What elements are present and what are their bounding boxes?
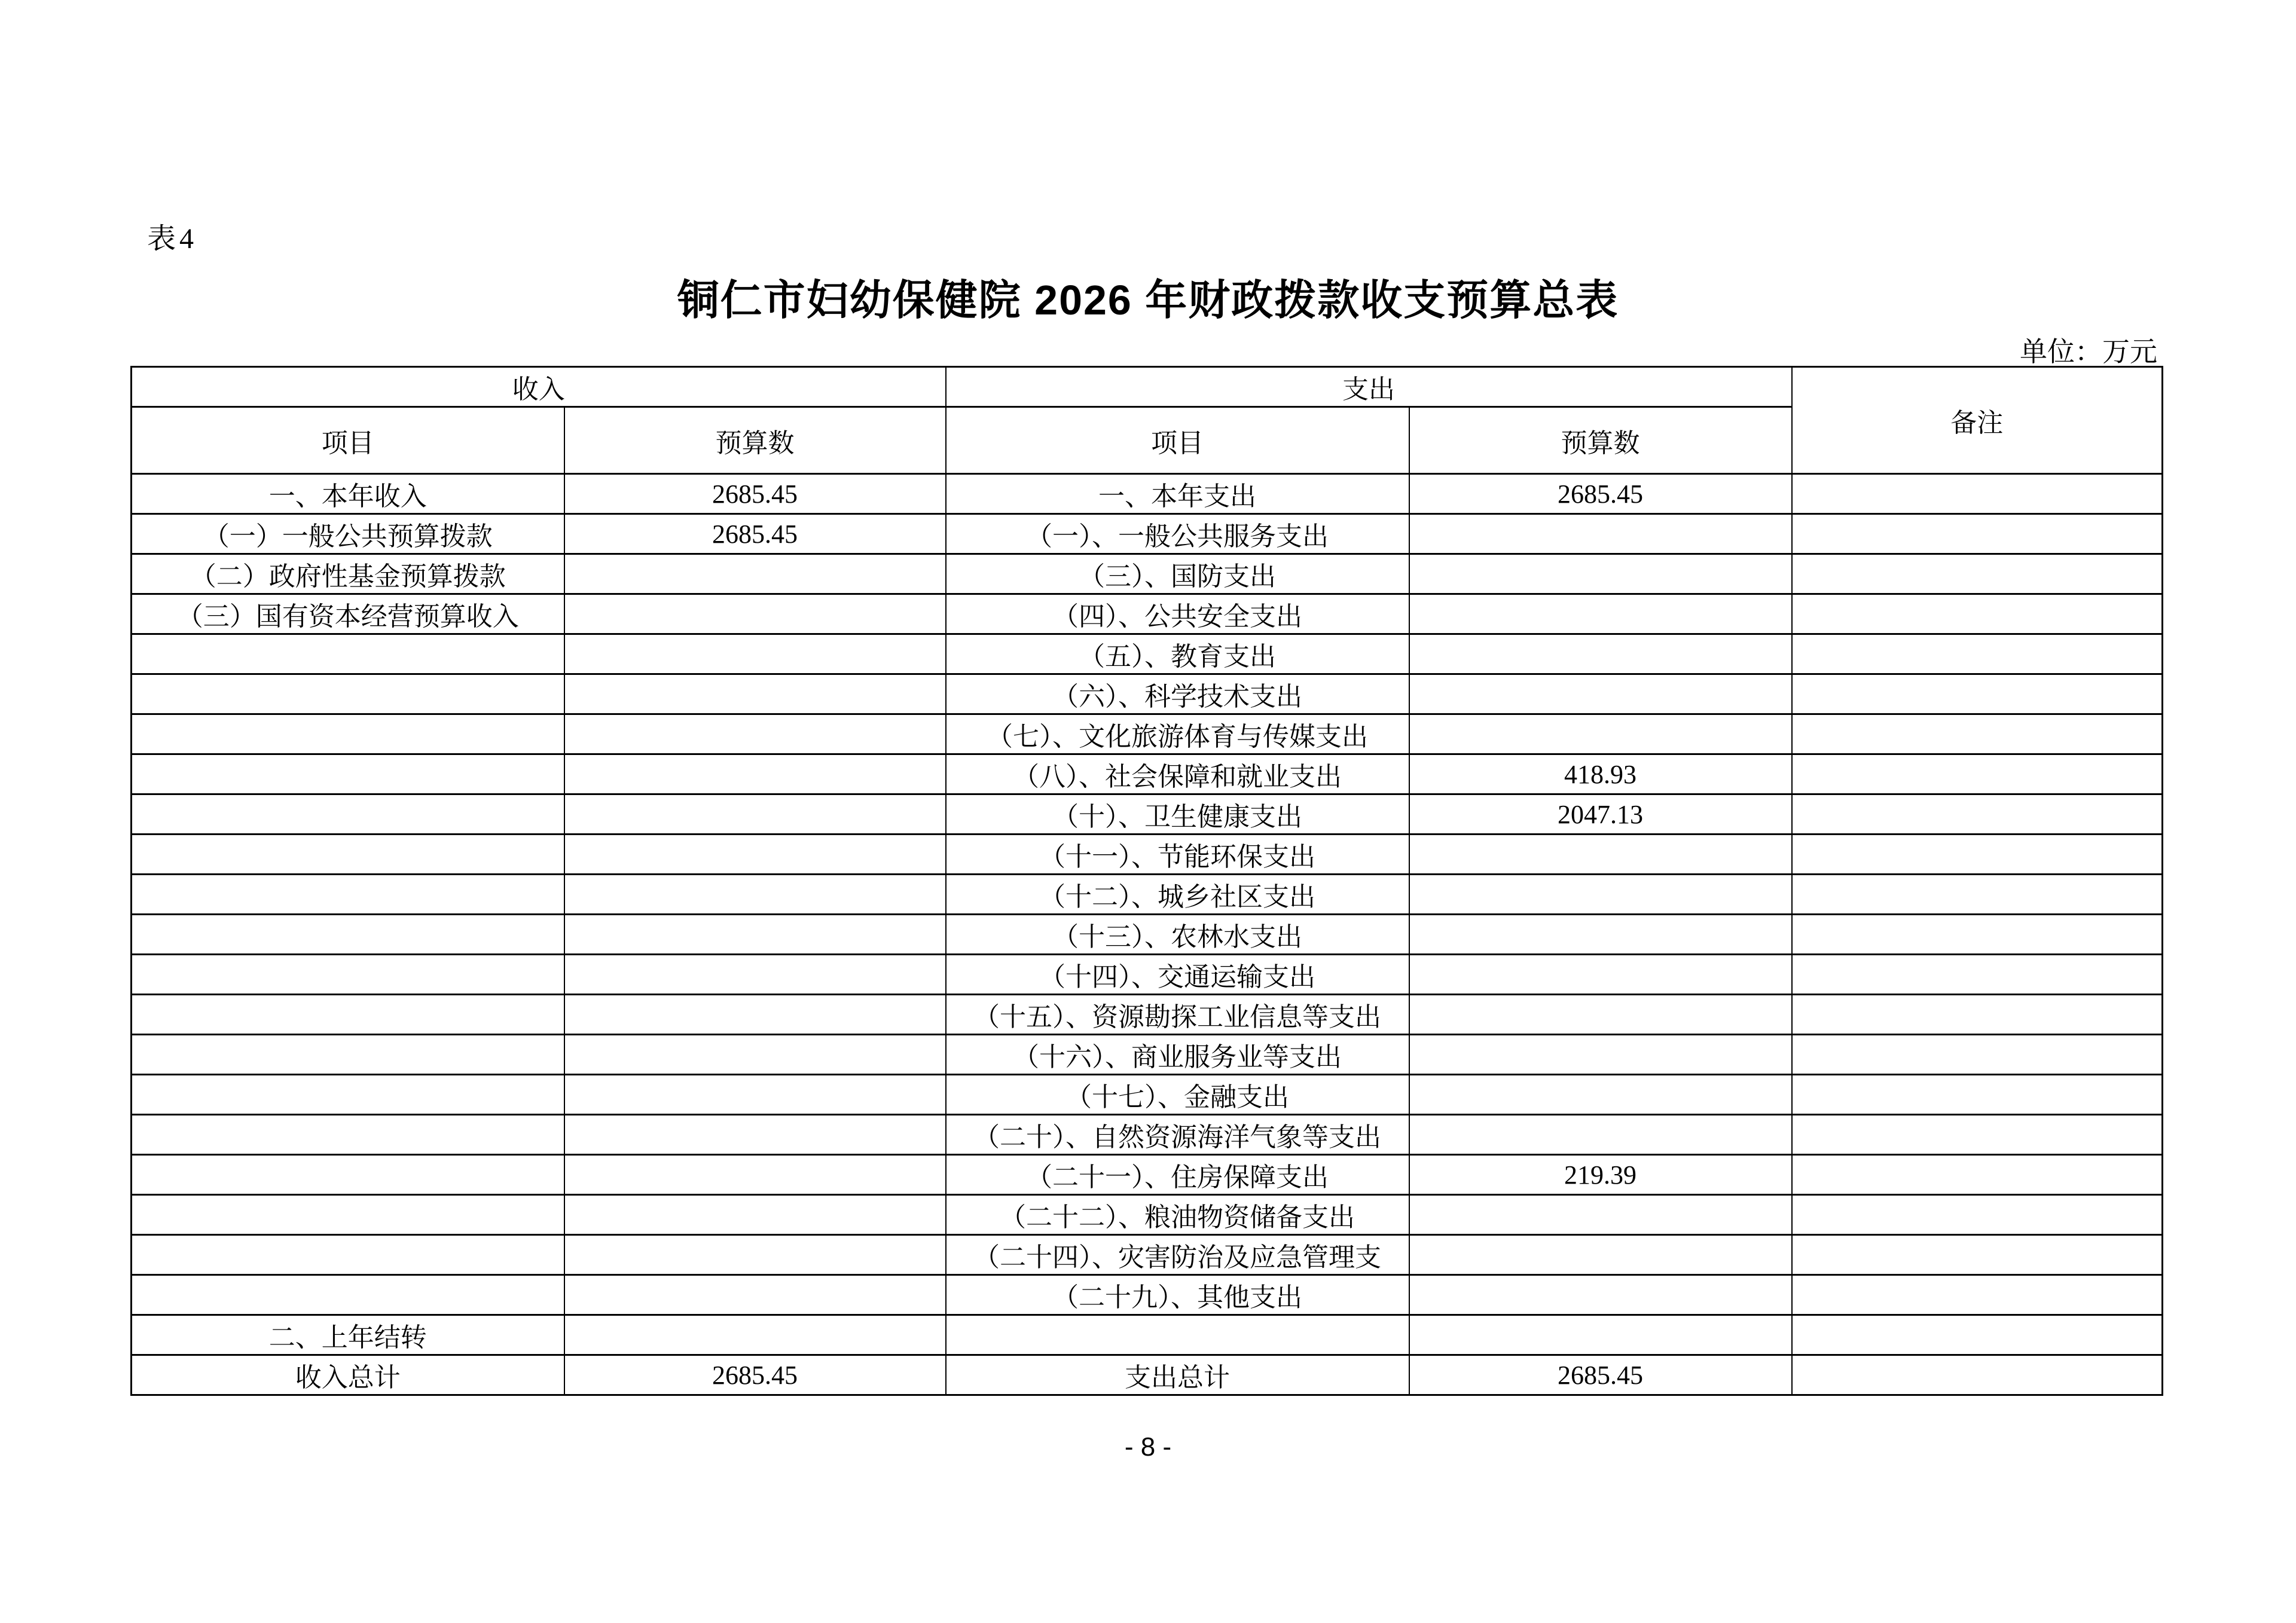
income-budget-cell: [564, 794, 946, 835]
income-budget-cell: [564, 1195, 946, 1235]
remark-column-header: 备注: [1792, 367, 2163, 474]
expense-budget-cell: [1409, 915, 1792, 955]
remark-cell: [1792, 514, 2163, 554]
income-item-cell: （二）政府性基金预算拨款: [132, 554, 564, 594]
remark-cell: [1792, 1035, 2163, 1075]
expense-item-cell: （十六）、商业服务业等支出: [946, 1035, 1409, 1075]
table-row: [132, 1235, 2163, 1275]
income-item-cell: [132, 1195, 564, 1235]
expense-item-cell: （一）、一般公共服务支出: [946, 514, 1409, 554]
remark-cell: [1792, 474, 2163, 514]
income-budget-cell: [564, 594, 946, 634]
income-budget-cell: 2685.45: [564, 514, 946, 554]
unit-note: 单位：万元: [2020, 337, 2157, 367]
remark-cell: [1792, 1075, 2163, 1115]
income-item-cell: [132, 634, 564, 674]
income-item-cell: [132, 835, 564, 875]
expense-budget-cell: [1409, 554, 1792, 594]
income-budget-cell: [564, 1115, 946, 1155]
income-budget-cell: [564, 955, 946, 995]
income-item-cell: [132, 1115, 564, 1155]
expense-budget-cell: [1409, 955, 1792, 995]
income-item-cell: [132, 1035, 564, 1075]
expense-item-cell: 支出总计: [946, 1355, 1409, 1395]
expense-item-cell: （十二）、城乡社区支出: [946, 875, 1409, 915]
table-row: [132, 1355, 2163, 1395]
expense-item-cell: （八）、社会保障和就业支出: [946, 754, 1409, 794]
expense-item-cell: [946, 1315, 1409, 1355]
income-budget-cell: 2685.45: [564, 474, 946, 514]
expense-item-cell: （二十）、自然资源海洋气象等支出: [946, 1115, 1409, 1155]
remark-cell: [1792, 1315, 2163, 1355]
remark-cell: [1792, 754, 2163, 794]
table-row: [132, 835, 2163, 875]
table-row: [132, 794, 2163, 835]
expense-budget-cell: [1409, 1115, 1792, 1155]
table-row: [132, 474, 2163, 514]
remark-cell: [1792, 1155, 2163, 1195]
remark-cell: [1792, 1355, 2163, 1395]
income-item-cell: [132, 1275, 564, 1315]
page-title: 铜仁市妇幼保健院 2026 年财政拨款收支预算总表: [677, 277, 1619, 323]
expense-item-cell: 一、本年支出: [946, 474, 1409, 514]
income-budget-cell: [564, 1315, 946, 1355]
income-budget-cell: [564, 1155, 946, 1195]
remark-cell: [1792, 875, 2163, 915]
page-number: - 8 -: [1124, 1432, 1172, 1462]
remark-cell: [1792, 1235, 2163, 1275]
table-row: [132, 634, 2163, 674]
table-row: [132, 554, 2163, 594]
remark-cell: [1792, 1195, 2163, 1235]
income-item-cell: [132, 794, 564, 835]
income-budget-cell: [564, 1035, 946, 1075]
income-budget-cell: [564, 714, 946, 754]
remark-cell: [1792, 995, 2163, 1035]
remark-cell: [1792, 1275, 2163, 1315]
expense-budget-cell: 2685.45: [1409, 474, 1792, 514]
expense-budget-cell: 2685.45: [1409, 1355, 1792, 1395]
header-group-row: [132, 367, 2163, 407]
income-item-cell: [132, 1075, 564, 1115]
remark-cell: [1792, 915, 2163, 955]
income-budget-cell: [564, 835, 946, 875]
income-budget-cell: [564, 995, 946, 1035]
table-row: [132, 594, 2163, 634]
income-budget-cell: [564, 634, 946, 674]
expense-budget-cell: [1409, 594, 1792, 634]
income-item-cell: 收入总计: [132, 1355, 564, 1395]
remark-cell: [1792, 674, 2163, 714]
remark-cell: [1792, 835, 2163, 875]
table-row: [132, 875, 2163, 915]
expense-item-cell: （二十一）、住房保障支出: [946, 1155, 1409, 1195]
remark-cell: [1792, 594, 2163, 634]
table-row: [132, 754, 2163, 794]
income-item-cell: [132, 995, 564, 1035]
expense-item-cell: （二十二）、粮油物资储备支出: [946, 1195, 1409, 1235]
income-budget-cell: [564, 875, 946, 915]
expense-budget-cell: [1409, 514, 1792, 554]
income-item-cell: 一、本年收入: [132, 474, 564, 514]
expense-budget-cell: [1409, 835, 1792, 875]
expense-budget-cell: 2047.13: [1409, 794, 1792, 835]
expense-budget-cell: [1409, 1035, 1792, 1075]
expense-budget-cell: [1409, 1235, 1792, 1275]
income-item-cell: （一）一般公共预算拨款: [132, 514, 564, 554]
expense-item-cell: （十三）、农林水支出: [946, 915, 1409, 955]
expense-budget-cell: [1409, 714, 1792, 754]
income-item-cell: [132, 915, 564, 955]
expense-budget-header: 预算数: [1409, 407, 1792, 474]
expense-budget-cell: [1409, 1275, 1792, 1315]
remark-cell: [1792, 955, 2163, 995]
expense-budget-cell: [1409, 995, 1792, 1035]
expense-budget-cell: [1409, 875, 1792, 915]
expense-budget-cell: [1409, 634, 1792, 674]
table-row: [132, 1275, 2163, 1315]
income-budget-cell: 2685.45: [564, 1355, 946, 1395]
income-item-header: 项目: [132, 407, 564, 474]
table-row: [132, 514, 2163, 554]
expense-budget-cell: [1409, 1075, 1792, 1115]
income-group-header: 收入: [132, 367, 946, 407]
income-item-cell: （三）国有资本经营预算收入: [132, 594, 564, 634]
income-budget-cell: [564, 754, 946, 794]
budget-table-header: [132, 367, 2163, 474]
income-item-cell: [132, 674, 564, 714]
expense-budget-cell: [1409, 1315, 1792, 1355]
income-item-cell: [132, 714, 564, 754]
remark-cell: [1792, 634, 2163, 674]
income-item-cell: [132, 1155, 564, 1195]
table-row: [132, 955, 2163, 995]
income-item-cell: 二、上年结转: [132, 1315, 564, 1355]
income-budget-cell: [564, 674, 946, 714]
remark-cell: [1792, 554, 2163, 594]
expense-item-cell: （十七）、金融支出: [946, 1075, 1409, 1115]
expense-item-cell: （六）、科学技术支出: [946, 674, 1409, 714]
table-row: [132, 674, 2163, 714]
income-budget-cell: [564, 554, 946, 594]
table-row: [132, 915, 2163, 955]
budget-table-body: [132, 474, 2163, 1395]
income-item-cell: [132, 1235, 564, 1275]
expense-item-cell: （二十四）、灾害防治及应急管理支: [946, 1235, 1409, 1275]
table-row: [132, 1035, 2163, 1075]
expense-budget-cell: 219.39: [1409, 1155, 1792, 1195]
expense-item-cell: （二十九）、其他支出: [946, 1275, 1409, 1315]
expense-item-header: 项目: [946, 407, 1409, 474]
table-row: [132, 1075, 2163, 1115]
expense-item-cell: （五）、教育支出: [946, 634, 1409, 674]
form-number-label: 表4: [147, 223, 198, 255]
table-row: [132, 1315, 2163, 1355]
table-row: [132, 995, 2163, 1035]
table-row: [132, 714, 2163, 754]
income-budget-cell: [564, 1235, 946, 1275]
expense-item-cell: （十四）、交通运输支出: [946, 955, 1409, 995]
remark-cell: [1792, 1115, 2163, 1155]
budget-summary-table: [130, 366, 2163, 1396]
expense-budget-cell: [1409, 674, 1792, 714]
income-budget-cell: [564, 915, 946, 955]
table-row: [132, 1115, 2163, 1155]
table-row: [132, 1155, 2163, 1195]
income-item-cell: [132, 875, 564, 915]
expense-item-cell: （四）、公共安全支出: [946, 594, 1409, 634]
expense-budget-cell: 418.93: [1409, 754, 1792, 794]
remark-cell: [1792, 714, 2163, 754]
expense-item-cell: （七）、文化旅游体育与传媒支出: [946, 714, 1409, 754]
expense-item-cell: （十一）、节能环保支出: [946, 835, 1409, 875]
income-budget-cell: [564, 1075, 946, 1115]
income-budget-cell: [564, 1275, 946, 1315]
expense-group-header: 支出: [946, 367, 1792, 407]
expense-budget-cell: [1409, 1195, 1792, 1235]
income-budget-header: 预算数: [564, 407, 946, 474]
expense-item-cell: （三）、国防支出: [946, 554, 1409, 594]
income-item-cell: [132, 955, 564, 995]
expense-item-cell: （十）、卫生健康支出: [946, 794, 1409, 835]
remark-cell: [1792, 794, 2163, 835]
expense-item-cell: （十五）、资源勘探工业信息等支出: [946, 995, 1409, 1035]
income-item-cell: [132, 754, 564, 794]
table-row: [132, 1195, 2163, 1235]
